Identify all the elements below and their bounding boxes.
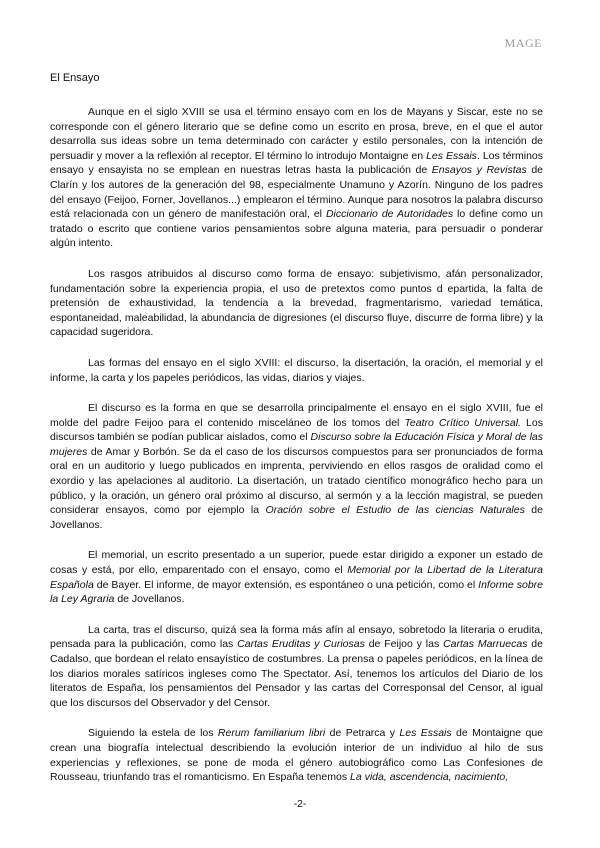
paragraph-text: . Los términos ensayo y ensayista no se emplean en nuestras letras hasta la publicación de (50, 149, 543, 177)
paragraph-text: El discurso es la forma en que se desarrolla principalmente el ensayo en el siglo XVIII, fue el molde del padre Feijoo para el contenido misceláneo de los tomos del (50, 402, 543, 429)
paragraph-text: de Jovellanos. (50, 504, 543, 531)
paragraph-text: de Jovellanos. (114, 593, 185, 606)
paragraph-text: de Clarín y los autores de la generación del 98, especialmente Unamuno y Azorín. Ninguno de los padres del ensayo (Feijoo, Forner, Jovellanos...) emplearon el término. Aunque para nosotros la palabra discurso está relacionada con un género de manifestación oral, el (50, 164, 543, 221)
paragraph (50, 623, 543, 711)
italic-title-text: Cartas Eruditas y Curiosas (237, 638, 365, 651)
italic-title-text: Les Essais (399, 727, 452, 740)
section-title: El Ensayo (50, 72, 100, 84)
italic-title-text: Les Essais (426, 149, 477, 162)
paragraph (50, 401, 543, 532)
italic-title-text: Diccionario de Autoridades (325, 208, 454, 221)
paragraph (50, 267, 543, 340)
paragraph-text: de Cadalso, que bordean el relato ensayístico de costumbres. La prensa o papeles periódicos, en la línea de los diarios morales satíricos ingleses como The Spectator. Así, tenemos los artículos del Diario de los literatos de España, los pensamientos del Pensador y las cartas del Corresponsal del Censor, al igual que los discursos del Observador y del Censor. (50, 638, 543, 709)
paragraph-text: de Petrarca y (325, 727, 400, 740)
paragraph (50, 548, 543, 606)
paragraph-text: de Montaigne que crean una biografía intelectual describiendo la evolución interior de un individuo al hilo de sus experiencias y reflexiones, se pone de moda el género autobiográfico como Las Confesiones de Rousseau, triunfando tras el romanticismo. En España tenemos (50, 727, 544, 784)
italic-title-text: Discurso sobre la Educación Física y Moral de las mujeres (50, 431, 544, 458)
italic-title-text: Ensayos y Revistas (431, 164, 527, 177)
page-number: -2- (293, 798, 307, 810)
paragraph-text: de Bayer. El informe, de mayor extensión, es espontáneo o una petición, como el (93, 578, 479, 591)
italic-title-text: Rerum familiarium libri (217, 727, 326, 740)
document-body (50, 105, 543, 801)
paragraph-text: Los rasgos atribuidos al discurso como forma de ensayo: subjetivismo, afán personalizador, fundamentación sobre la experiencia propia, el uso de pretextos como puntos d epartida, la falta de pretensión de exhaustividad, la tendencia a la brevedad, fragmentarismo, variedad temática, espontaneidad, maleabilidad, la abundancia de digresiones (el discurso fluye, discurre de forma libre) y la capacidad sugeridora. (50, 267, 543, 339)
paragraph-text: de Feijoo y las (364, 638, 444, 651)
paragraph-text: Los discursos también se podían publicar aislados, como el (50, 416, 543, 444)
header-mark: MAGE (504, 36, 542, 50)
paragraph-text: El memorial, un escrito presentado a un superior, puede estar dirigido a exponer un estado de cosas y está, por ello, emparentado con el ensayo, como el (50, 549, 543, 577)
paragraph-text: Siguiendo la estela de los (88, 727, 218, 740)
italic-title-text: Cartas Marruecas (443, 638, 528, 651)
paragraph-text: lo define como un tratado o escrito que contiene varios pensamientos sobre alguna materia, para persuadir o ponderar algún intento. (50, 208, 543, 250)
italic-title-text: Memorial por la Libertad de la Literatura Española (50, 564, 543, 591)
paragraph-text: La carta, tras el discurso, quizá sea la forma más afín al ensayo, sobretodo la literaria o erudita, pensada para la publicación, como las (50, 623, 543, 651)
paragraph (50, 356, 543, 385)
paragraph-text: Las formas del ensayo en el siglo XVIII: el discurso, la disertación, la oración, el memorial y el informe, la carta y los papeles periódicos, las vidas, diarios y viajes. (50, 356, 543, 384)
paragraph (50, 726, 543, 784)
italic-title-text: La vida, ascendencia, nacimiento, (350, 771, 509, 784)
italic-title-text: Teatro Crítico Universal. (404, 416, 521, 429)
italic-title-text: Informe sobre la Ley Agraria (50, 578, 543, 606)
paragraph-text: Aunque en el siglo XVIII se usa el término ensayo com en los de Mayans y Siscar, este no se corresponde con el género literario que se define como un escrito en prosa, breve, en el que el autor desarrolla sus ideas sobre un tema determinado con carácter y estilo personales, con la intención de persuadir y mover a la reflexión al receptor. El término lo introdujo Montaigne en (50, 106, 543, 162)
italic-title-text: Oración sobre el Estudio de las ciencias Naturales (265, 504, 525, 517)
paragraph (50, 105, 543, 251)
paragraph-text: de Amar y Borbón. Se da el caso de los discursos compuestos para ser pronunciados de forma oral en un auditorio y luego publicados en imprenta, perviviendo en ellos rasgos de oralidad como el exordio y las apelaciones al auditorio. La disertación, un tratado científico monográfico hecho para un público, y la oración, un género oral próximo al discurso, al sermón y a la lección magistral, se pueden considerar ensayos, como por ejemplo la (50, 445, 543, 517)
